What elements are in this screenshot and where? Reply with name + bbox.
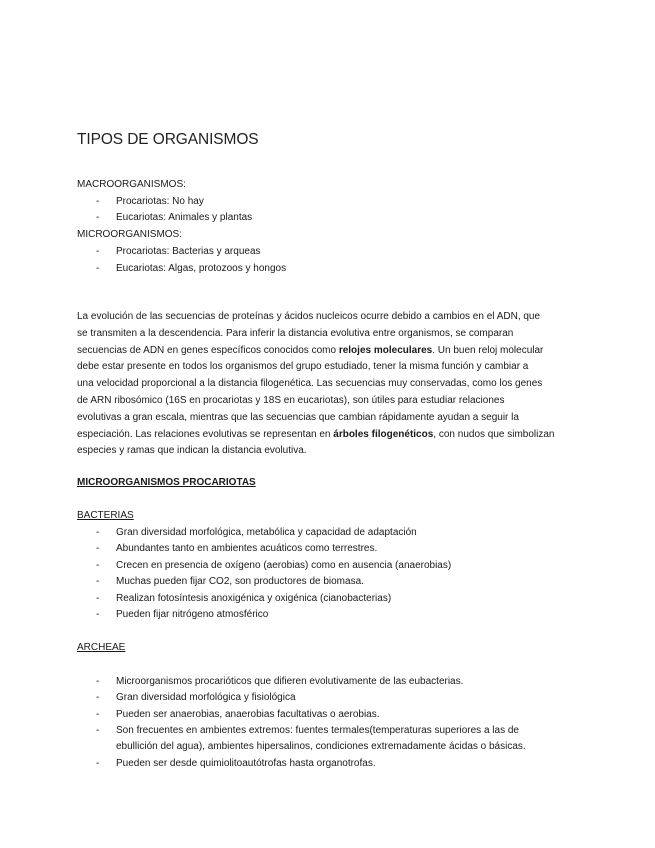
bacterias-item: Muchas pueden fijar CO2, son productores de biomasa. <box>116 576 364 587</box>
bullet-dash: - <box>96 676 100 687</box>
bullet-dash: - <box>96 576 100 587</box>
bacterias-item: Crecen en presencia de oxígeno (aerobias) como en ausencia (anaerobias) <box>116 560 452 571</box>
bacterias-item: Realizan fotosíntesis anoxigénica y oxigénica (cianobacterias) <box>116 593 392 604</box>
bacterias-item: Abundantes tanto en ambientes acuáticos como terrestres. <box>116 543 378 554</box>
bacterias-heading: BACTERIAS <box>77 510 134 521</box>
bullet-dash: - <box>96 560 100 571</box>
paragraph-line <box>77 427 577 444</box>
bullet-dash: - <box>96 246 100 257</box>
bullet-dash: - <box>96 725 100 736</box>
bullet-dash: - <box>96 609 100 620</box>
macro-item: Procariotas: No hay <box>116 196 204 207</box>
paragraph-line <box>77 343 577 360</box>
evolution-paragraph <box>77 309 577 460</box>
paragraph-text: secuencias de ADN en genes específicos conocidos como <box>77 344 339 356</box>
paragraph-line: de ARN ribosómico (16S en procariotas y 18S en eucariotas), son útiles para estudiar relaciones <box>77 394 505 406</box>
micro-heading: MICROORGANISMOS: <box>77 229 183 240</box>
paragraph-text: . Un buen reloj molecular <box>432 344 544 356</box>
bacterias-item: Gran diversidad morfológica, metabólica y capacidad de adaptación <box>116 527 417 538</box>
paragraph-line: debe estar presente en todos los organismos del grupo estudiado, tener la misma función y cambiar a <box>77 361 529 373</box>
bold-term: relojes moleculares <box>338 344 433 356</box>
paragraph-line: La evolución de las secuencias de proteínas y ácidos nucleicos ocurre debido a cambios en el ADN, que <box>77 311 541 322</box>
bullet-dash: - <box>96 758 100 769</box>
archeae-item: Microorganismos procarióticos que difieren evolutivamente de las eubacterias. <box>116 676 464 687</box>
archeae-item: Pueden ser anaerobias, anaerobias facultativas o aerobias. <box>116 709 380 720</box>
bullet-dash: - <box>96 263 100 274</box>
bullet-dash: - <box>96 692 100 703</box>
bullet-dash: - <box>96 212 100 223</box>
macro-item: Eucariotas: Animales y plantas <box>116 212 253 223</box>
bullet-dash: - <box>96 527 100 538</box>
macro-heading: MACROORGANISMOS: <box>77 179 186 190</box>
bullet-dash: - <box>96 543 100 554</box>
paragraph-text: especiación. Las relaciones evolutivas se representan en <box>77 428 334 440</box>
archeae-heading: ARCHEAE <box>77 642 126 653</box>
bacterias-item: Pueden fijar nitrógeno atmosférico <box>116 609 269 620</box>
bold-term: árboles filogenéticos <box>333 428 434 440</box>
archeae-item: Pueden ser desde quimiolitoautótrofas hasta organotrofas. <box>116 758 376 769</box>
bullet-dash: - <box>96 593 100 604</box>
paragraph-line: se transmiten a la descendencia. Para inferir la distancia evolutiva entre organismos, se comparan <box>77 327 514 339</box>
paragraph-line: especies y ramas que indican la distancia evolutiva. <box>77 445 307 457</box>
paragraph-line: evolutivas a gran escala, mientras que las secuencias que cambian rápidamente ayudan a seguir la <box>77 411 519 423</box>
micro-item: Procariotas: Bacterias y arqueas <box>116 246 261 257</box>
bullet-dash: - <box>96 196 100 207</box>
archeae-item-continuation: ebullición del agua), ambientes hipersalinos, condiciones extremadamente ácidas o básicas. <box>116 741 526 752</box>
paragraph-line: una velocidad proporcional a la distancia filogenética. Las secuencias muy conservadas, como los genes <box>77 378 543 390</box>
page-title: TIPOS DE ORGANISMOS <box>77 131 259 148</box>
paragraph-text: , con nudos que simbolizan <box>433 428 555 440</box>
archeae-item: Son frecuentes en ambientes extremos: fuentes termales(temperaturas superiores a las de <box>116 725 519 736</box>
bullet-dash: - <box>96 709 100 720</box>
micro-item: Eucariotas: Algas, protozoos y hongos <box>116 263 287 274</box>
section-heading: MICROORGANISMOS PROCARIOTAS <box>77 477 256 488</box>
archeae-item: Gran diversidad morfológica y fisiológica <box>116 692 296 703</box>
